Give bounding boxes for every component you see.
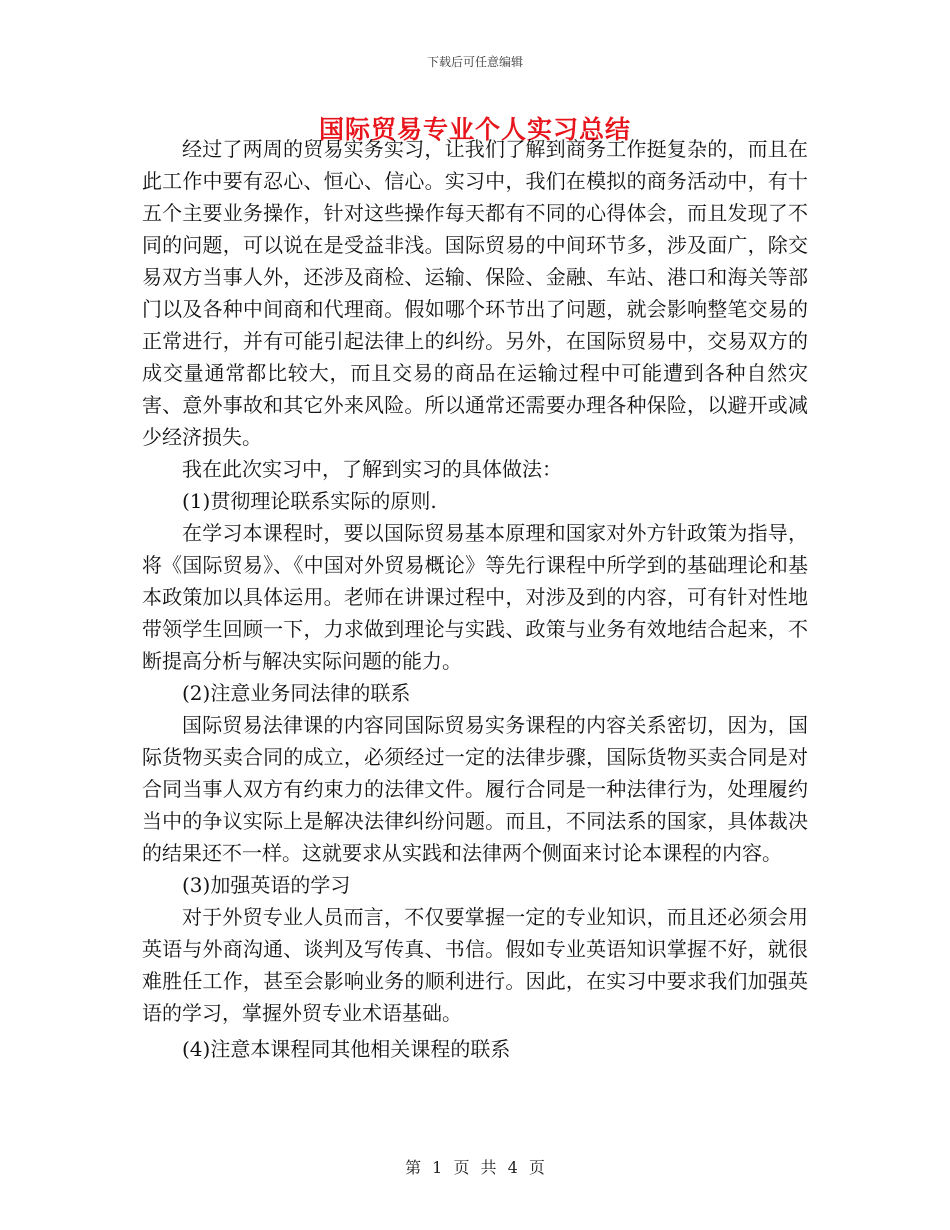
header-note: 下载后可任意编辑 — [426, 55, 523, 69]
document-title: 国际贸易专业个人实习总结 — [318, 115, 631, 144]
heading-item-2: (2)注意业务同法律的联系 — [182, 681, 411, 705]
document-body — [142, 133, 808, 1065]
paragraph-item-1: 在学习本课程时，要以国际贸易基本原理和国家对外方针政策为指导，将《国际贸易》、《中国对外贸易概论》等先行课程中所学到的基础理论和基本政策加以具体运用。老师在讲课过程中，对涉及到的内容，可有针对性地带领学生回顾一下，力求做到理论与实践、政策与业务有效地结合起来，不断提高分析与解决实际问题的能力。 — [142, 521, 808, 673]
heading-item-1: (1)贯彻理论联系实际的原则. — [182, 489, 437, 513]
page-footer: 第 1 页 共 4 页 — [405, 1158, 545, 1177]
heading-item-4: (4)注意本课程同其他相关课程的联系 — [182, 1037, 511, 1061]
paragraph-item-3: 对于外贸专业人员而言，不仅要掌握一定的专业知识，而且还必须会用英语与外商沟通、谈判及写传真、书信。假如专业英语知识掌握不好，就很难胜任工作，甚至会影响业务的顺利进行。因此，在实习中要求我们加强英语的学习，掌握外贸专业术语基础。 — [142, 905, 808, 1025]
heading-item-3: (3)加强英语的学习 — [182, 873, 351, 897]
paragraph-item-2: 国际贸易法律课的内容同国际贸易实务课程的内容关系密切，因为，国际货物买卖合同的成立，必须经过一定的法律步骤，国际货物买卖合同是对合同当事人双方有约束力的法律文件。履行合同是一种法律行为，处理履约当中的争议实际上是解决法律纠纷问题。而且，不同法系的国家，具体裁决的结果还不一样。这就要求从实践和法律两个侧面来讨论本课程的内容。 — [142, 713, 808, 865]
paragraph-intro: 经过了两周的贸易实务实习，让我们了解到商务工作挺复杂的，而且在此工作中要有忍心、恒心、信心。实习中，我们在模拟的商务活动中，有十五个主要业务操作，针对这些操作每天都有不同的心得体会，而且发现了不同的问题，可以说在是受益非浅。国际贸易的中间环节多，涉及面广，除交易双方当事人外，还涉及商检、运输、保险、金融、车站、港口和海关等部门以及各种中间商和代理商。假如哪个环节出了问题，就会影响整笔交易的正常进行，并有可能引起法律上的纠纷。另外，在国际贸易中，交易双方的成交量通常都比较大，而且交易的商品在运输过程中可能遭到各种自然灾害、意外事故和其它外来风险。所以通常还需要办理各种保险，以避开或减少经济损失。 — [142, 137, 808, 449]
paragraph-practice-methods: 我在此次实习中，了解到实习的具体做法： — [182, 457, 562, 481]
